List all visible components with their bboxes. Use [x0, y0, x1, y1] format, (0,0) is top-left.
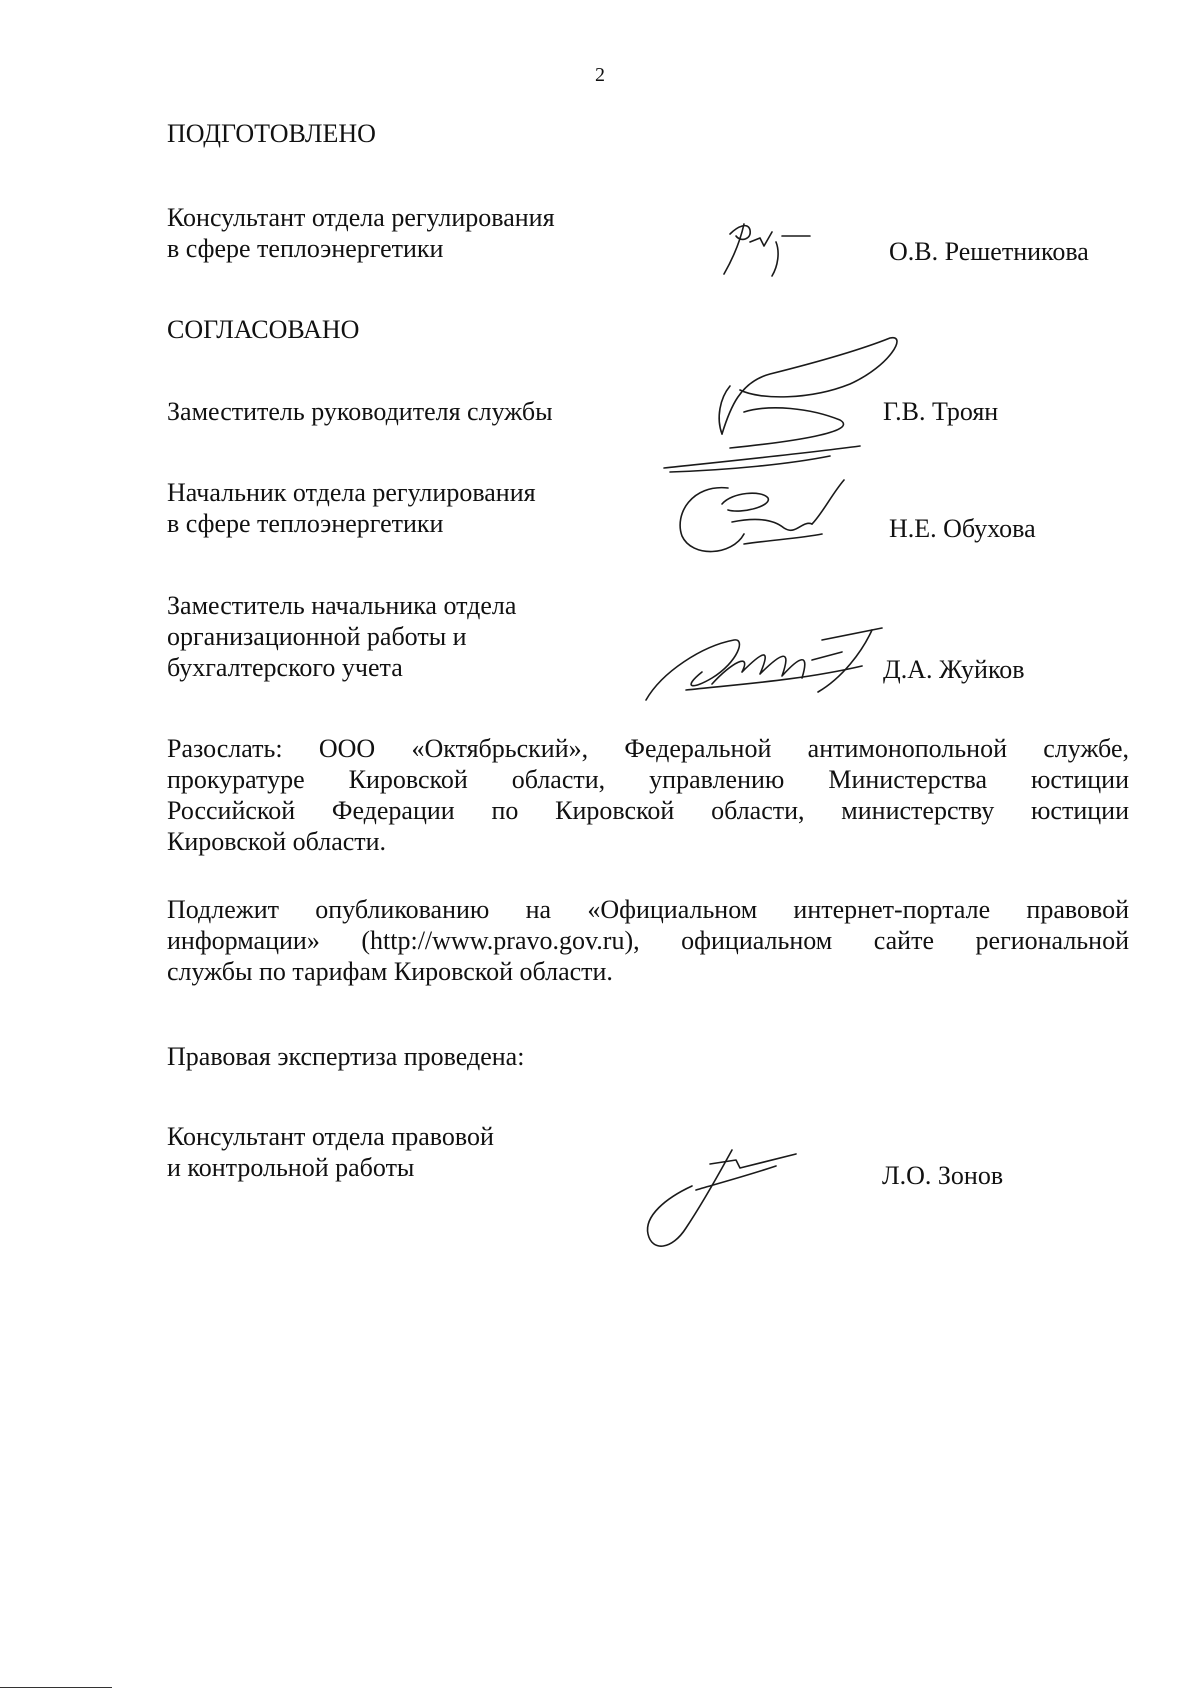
prepared-position-line: в сфере теплоэнергетики	[167, 234, 444, 263]
agreed-position-3-line: Заместитель начальника отдела	[167, 591, 517, 620]
page-number: 2	[595, 64, 605, 86]
agreed-name-1: Г.В. Троян	[883, 397, 999, 426]
agreed-position-2-line: в сфере теплоэнергетики	[167, 509, 444, 538]
legal-review-name: Л.О. Зонов	[882, 1161, 1004, 1190]
signature-troyan	[660, 338, 910, 478]
agreed-position-3	[167, 590, 516, 683]
signature-obukhova	[672, 474, 852, 564]
corner-scan-mark	[0, 1687, 112, 1688]
prepared-heading: ПОДГОТОВЛЕНО	[167, 119, 376, 148]
legal-review-position-line: и контрольной работы	[167, 1153, 415, 1182]
agreed-position-2-line: Начальник отдела регулирования	[167, 478, 536, 507]
prepared-position	[167, 202, 555, 264]
signature-zhuikov	[642, 622, 892, 712]
agreed-position-3-line: организационной работы и	[167, 622, 467, 651]
distribution-line: Российской Федерации по Кировской области, министерству юстиции	[167, 796, 1129, 825]
publication-line: информации» (http://www.pravo.gov.ru), официальном сайте региональной	[167, 926, 1129, 955]
publication-line: службы по тарифам Кировской области.	[167, 957, 613, 986]
agreed-heading: СОГЛАСОВАНО	[167, 315, 360, 344]
legal-review-position	[167, 1121, 494, 1183]
distribution-line: Разослать: ООО «Октябрьский», Федеральной антимонопольной службе,	[167, 734, 1129, 763]
signature-reshetnikova	[700, 212, 840, 292]
legal-review-heading: Правовая экспертиза проведена:	[167, 1042, 525, 1071]
signature-zonov	[636, 1138, 816, 1258]
prepared-name: О.В. Решетникова	[889, 237, 1089, 266]
prepared-position-line: Консультант отдела регулирования	[167, 203, 555, 232]
agreed-name-2: Н.Е. Обухова	[889, 514, 1036, 543]
publication-paragraph	[167, 894, 1129, 987]
legal-review-position-line: Консультант отдела правовой	[167, 1122, 494, 1151]
distribution-line: прокуратуре Кировской области, управлению Министерства юстиции	[167, 765, 1129, 794]
agreed-position-1: Заместитель руководителя службы	[167, 397, 553, 426]
distribution-line: Кировской области.	[167, 827, 387, 856]
agreed-position-3-line: бухгалтерского учета	[167, 653, 403, 682]
agreed-position-2	[167, 477, 536, 539]
agreed-name-3: Д.А. Жуйков	[883, 655, 1025, 684]
publication-line: Подлежит опубликованию на «Официальном интернет-портале правовой	[167, 895, 1129, 924]
distribution-paragraph	[167, 733, 1129, 857]
